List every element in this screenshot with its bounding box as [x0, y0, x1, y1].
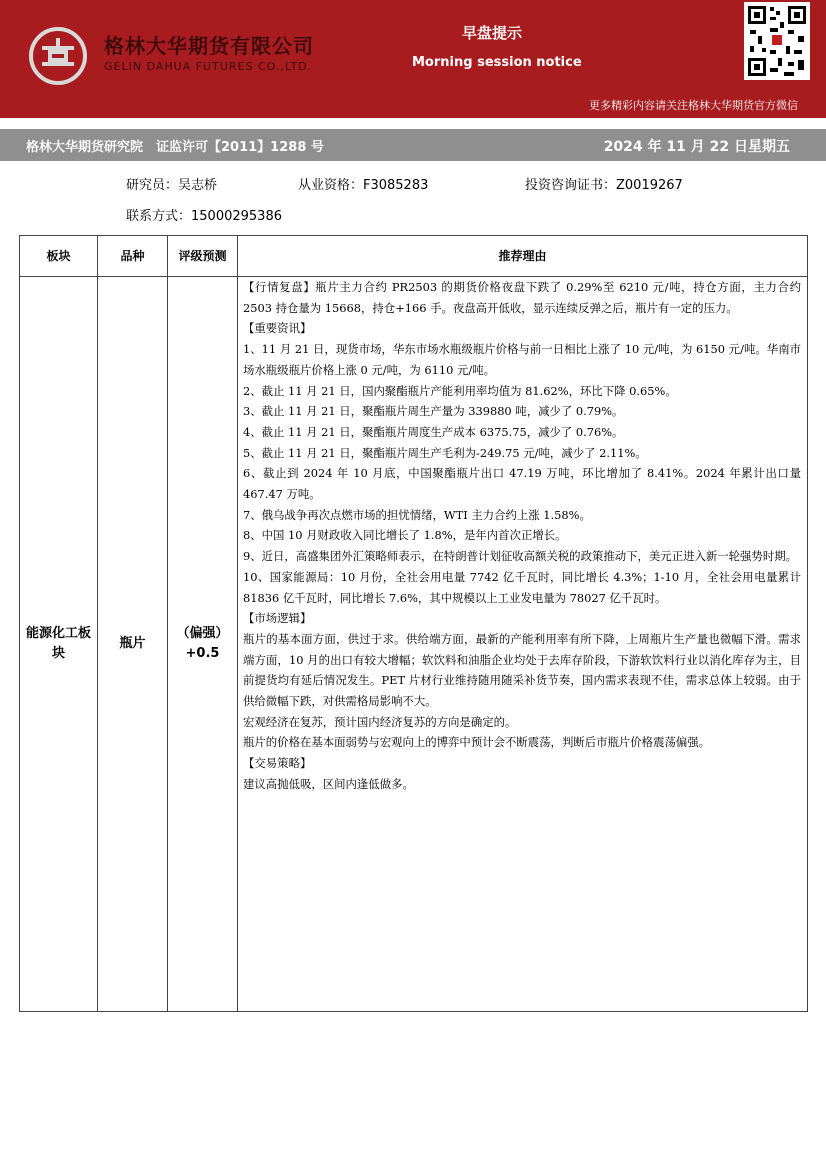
sector-cell — [20, 277, 98, 1012]
info-bar — [0, 129, 826, 161]
reason-paragraph: 8、中国 10 月财政收入同比增长了 1.8%，是年内首次正增长。 — [243, 528, 567, 543]
header-variety: 品种 — [98, 236, 168, 277]
wechat-qr-code-icon — [744, 2, 810, 80]
sector-name: 能源化工板块 — [25, 626, 91, 661]
rating-label: （偏强） — [176, 626, 229, 641]
header-rating: 评级预测 — [168, 236, 238, 277]
reason-paragraph: 瓶片的基本面方面，供过于求。供给端方面，最新的产能利用率有所下降，上周瓶片生产量也微幅下滑。需求端方面，10 月的出口有较大增幅；软饮料和油脂企业均处于去库存阶段，下游软饮料行业以消化库存为主，目前提货均有延后情况发生。PET 片材行业维持随用随采补货节奏，国内需求表现不佳，需求总体上较弱。由于供给微幅下跌，对供需格局影响不大。 — [243, 631, 801, 709]
contact-phone: 联系方式：15000295386 — [126, 209, 282, 224]
reason-paragraph: 7、俄乌战争再次点燃市场的担忧情绪，WTI 主力合约上涨 1.58%。 — [243, 507, 591, 522]
reason-paragraph: 瓶片的价格在基本面弱势与宏观向上的博弈中预计会不断震荡，判断后市瓶片价格震荡偏强。 — [243, 735, 711, 750]
reason-paragraph: 宏观经济在复苏，预计国内经济复苏的方向是确定的。 — [243, 714, 517, 729]
table-header-row — [20, 236, 808, 277]
report-date: 2024 年 11 月 22 日星期五 — [603, 139, 790, 155]
reason-paragraph: 10、国家能源局：10 月份，全社会用电量 7742 亿千瓦时，同比增长 4.3%；1-10 月，全社会用电量累计 81836 亿千瓦时，同比增长 7.6%，其中规模以上工业发电量为 78027 亿千瓦时。 — [243, 569, 801, 605]
reason-paragraph: 9、近日，高盛集团外汇策略师表示，在特朗普计划征收高额关税的政策推动下，美元正进入新一轮强势时期。 — [243, 549, 797, 564]
reason-paragraph: 建议高抛低吸，区间内逢低做多。 — [243, 776, 414, 791]
report-title-cn: 早盘提示 — [462, 24, 523, 42]
certificate-number: 投资咨询证书：Z0019267 — [525, 178, 683, 193]
rating-cell — [168, 277, 238, 1012]
reason-paragraph: 2、截止 11 月 21 日，国内聚酯瓶片产能利用率均值为 81.62%，环比下降 0.65%。 — [243, 383, 677, 398]
table-row — [20, 277, 808, 1012]
institute-license: 格林大华期货研究院 证监许可【2011】1288 号 — [26, 140, 324, 155]
report-header — [0, 0, 826, 118]
reason-paragraph: 1、11 月 21 日，现货市场，华东市场水瓶级瓶片价格与前一日相比上涨了 10 元/吨，为 6150 元/吨。华南市场水瓶级瓶片价格上涨 0 元/吨，为 6110 元/吨。 — [243, 342, 801, 377]
report-title-en: Morning session notice — [412, 55, 582, 70]
reason-paragraph: 【重要资讯】 — [243, 321, 312, 336]
header-reason: 推荐理由 — [238, 236, 808, 277]
reason-paragraph: 3、截止 11 月 21 日，聚酯瓶片周生产量为 339880 吨，减少了 0.79%。 — [243, 404, 624, 419]
reason-cell — [238, 277, 808, 1012]
rating-value: +0.5 — [185, 646, 220, 661]
researcher-name: 研究员：吴志桥 — [126, 178, 218, 193]
reason-paragraph: 4、截止 11 月 21 日，聚酯瓶片周度生产成本 6375.75，减少了 0.76%。 — [243, 424, 624, 439]
company-logo-icon — [28, 26, 88, 86]
reason-paragraph: 5、截止 11 月 21 日，聚酯瓶片周生产毛利为-249.75 元/吨，减少了 2.11%。 — [243, 445, 647, 460]
header-follow-note: 更多精彩内容请关注格林大华期货官方微信 — [589, 99, 798, 112]
reason-paragraph: 【行情复盘】瓶片主力合约 PR2503 的期货价格夜盘下跌了 0.29%至 6210 元/吨，持仓方面，主力合约 2503 持仓量为 15668，持仓+166 手。夜盘高开低收，显示连续反弹之后，瓶片有一定的压力。 — [243, 280, 801, 315]
header-sector: 板块 — [20, 236, 98, 277]
variety-name: 瓶片 — [119, 636, 146, 651]
reason-paragraph: 6、截止到 2024 年 10 月底，中国聚酯瓶片出口 47.19 万吨，环比增加了 8.41%。2024 年累计出口量 467.47 万吨。 — [243, 466, 801, 502]
qualification-number: 从业资格：F3085283 — [298, 178, 429, 193]
company-name-en: GELIN DAHUA FUTURES CO.,LTD. — [104, 60, 313, 73]
company-name-cn: 格林大华期货有限公司 — [104, 34, 314, 58]
recommendation-table — [19, 235, 808, 1012]
reason-paragraph: 【市场逻辑】 — [243, 611, 312, 626]
reason-paragraph: 【交易策略】 — [243, 756, 312, 771]
variety-cell — [98, 277, 168, 1012]
